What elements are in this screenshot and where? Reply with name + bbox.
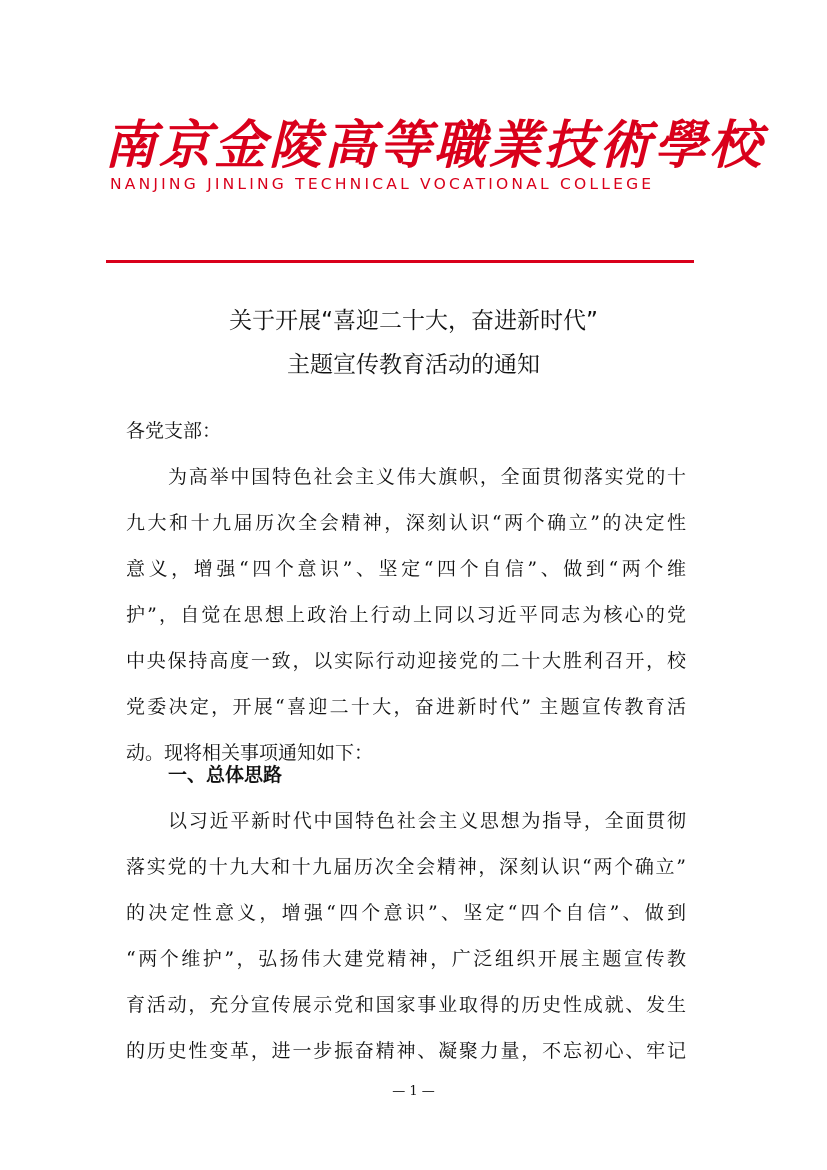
letterhead-divider: [106, 260, 694, 263]
intro-line: 护”，自觉在思想上政治上行动上同以习近平同志为核心的党: [126, 604, 686, 626]
section-line: 育活动，充分宣传展示党和国家事业取得的历史性成就、发生: [126, 994, 686, 1016]
salutation: 各党支部：: [126, 420, 222, 442]
letterhead-school-name-en: NANJING JINLING TECHNICAL VOCATIONAL COLLEGE: [110, 175, 655, 193]
intro-line: 为高举中国特色社会主义伟大旗帜，全面贯彻落实党的十: [168, 466, 686, 488]
page-number: — 1 —: [392, 1084, 435, 1099]
intro-line: 意义，增强“四个意识”、坚定“四个自信”、做到“两个维: [126, 558, 686, 580]
section-line: 的决定性意义，增强“四个意识”、坚定“四个自信”、做到: [126, 902, 686, 924]
letterhead-school-name-cn: 南京金陵高等職業技術學校: [104, 115, 765, 176]
section-line: “两个维护”，弘扬伟大建党精神，广泛组织开展主题宣传教: [126, 948, 686, 970]
document-title-line-1: 关于开展“喜迎二十大，奋进新时代”: [229, 308, 598, 334]
section-line: 落实党的十九大和十九届历次全会精神，深刻认识“两个确立”: [126, 856, 686, 878]
section-heading: 一、总体思路: [168, 764, 283, 786]
section-line: 的历史性变革，进一步振奋精神、凝聚力量，不忘初心、牢记: [126, 1040, 686, 1062]
section-line: 以习近平新时代中国特色社会主义思想为指导，全面贯彻: [168, 810, 686, 832]
document-title-line-2: 主题宣传教育活动的通知: [287, 352, 540, 378]
intro-line: 党委决定，开展“喜迎二十大，奋进新时代” 主题宣传教育活: [126, 696, 686, 718]
intro-line: 动。现将相关事项通知如下：: [126, 742, 374, 764]
intro-line: 九大和十九届历次全会精神，深刻认识“两个确立”的决定性: [126, 512, 686, 534]
intro-line: 中央保持高度一致，以实际行动迎接党的二十大胜利召开，校: [126, 650, 686, 672]
